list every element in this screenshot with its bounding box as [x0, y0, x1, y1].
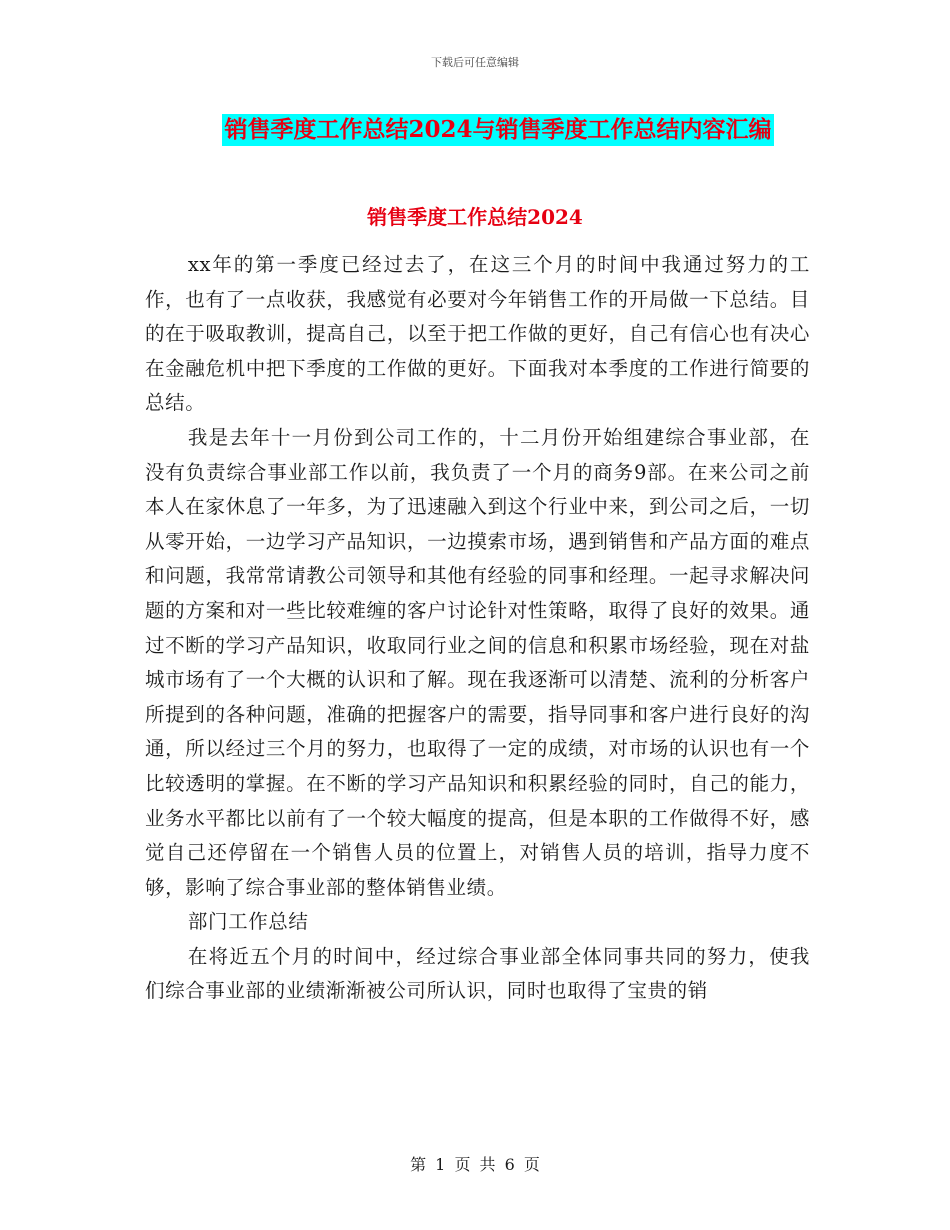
document-body — [145, 248, 810, 1009]
paragraph-4: 在将近五个月的时间中，经过综合事业部全体同事共同的努力，使我们综合事业部的业绩渐渐被公司所认识，同时也取得了宝贵的销 — [145, 944, 810, 1003]
paragraph-heading-dept-summary: 部门工作总结 — [187, 910, 309, 934]
paragraph-1: xx年的第一季度已经过去了，在这三个月的时间中我通过努力的工作，也有了一点收获，我感觉有必要对今年销售工作的开局做一下总结。目的在于吸取教训，提高自己，以至于把工作做的更好，自己有信心也有决心在金融危机中把下季度的工作做的更好。下面我对本季度的工作进行简要的总结。 — [145, 253, 810, 415]
page-footer: 第 1 页 共 6 页 — [410, 1155, 540, 1174]
section-title: 销售季度工作总结2024 — [367, 205, 583, 229]
main-title: 销售季度工作总结2024与销售季度工作总结内容汇编 — [222, 114, 773, 146]
main-title-wrap — [0, 114, 950, 146]
header-note: 下载后可任意编辑 — [431, 56, 519, 69]
paragraph-2: 我是去年十一月份到公司工作的，十二月份开始组建综合事业部，在没有负责综合事业部工作以前，我负责了一个月的商务9部。在来公司之前本人在家休息了一年多，为了迅速融入到这个行业中来，到公司之后，一切从零开始，一边学习产品知识，一边摸索市场，遇到销售和产品方面的难点和问题，我常常请教公司领导和其他有经验的同事和经理。一起寻求解决问题的方案和对一些比较难缠的客户讨论针对性策略，取得了良好的效果。通过不断的学习产品知识，收取同行业之间的信息和积累市场经验，现在对盐城市场有了一个大概的认识和了解。现在我逐渐可以清楚、流利的分析客户所提到的各种问题，准确的把握客户的需要，指导同事和客户进行良好的沟通，所以经过三个月的努力，也取得了一定的成绩，对市场的认识也有一个比较透明的掌握。在不断的学习产品知识和积累经验的同时，自己的能力，业务水平都比以前有了一个较大幅度的提高，但是本职的工作做得不好，感觉自己还停留在一个销售人员的位置上，对销售人员的培训，指导力度不够，影响了综合事业部的整体销售业绩。 — [145, 425, 810, 899]
